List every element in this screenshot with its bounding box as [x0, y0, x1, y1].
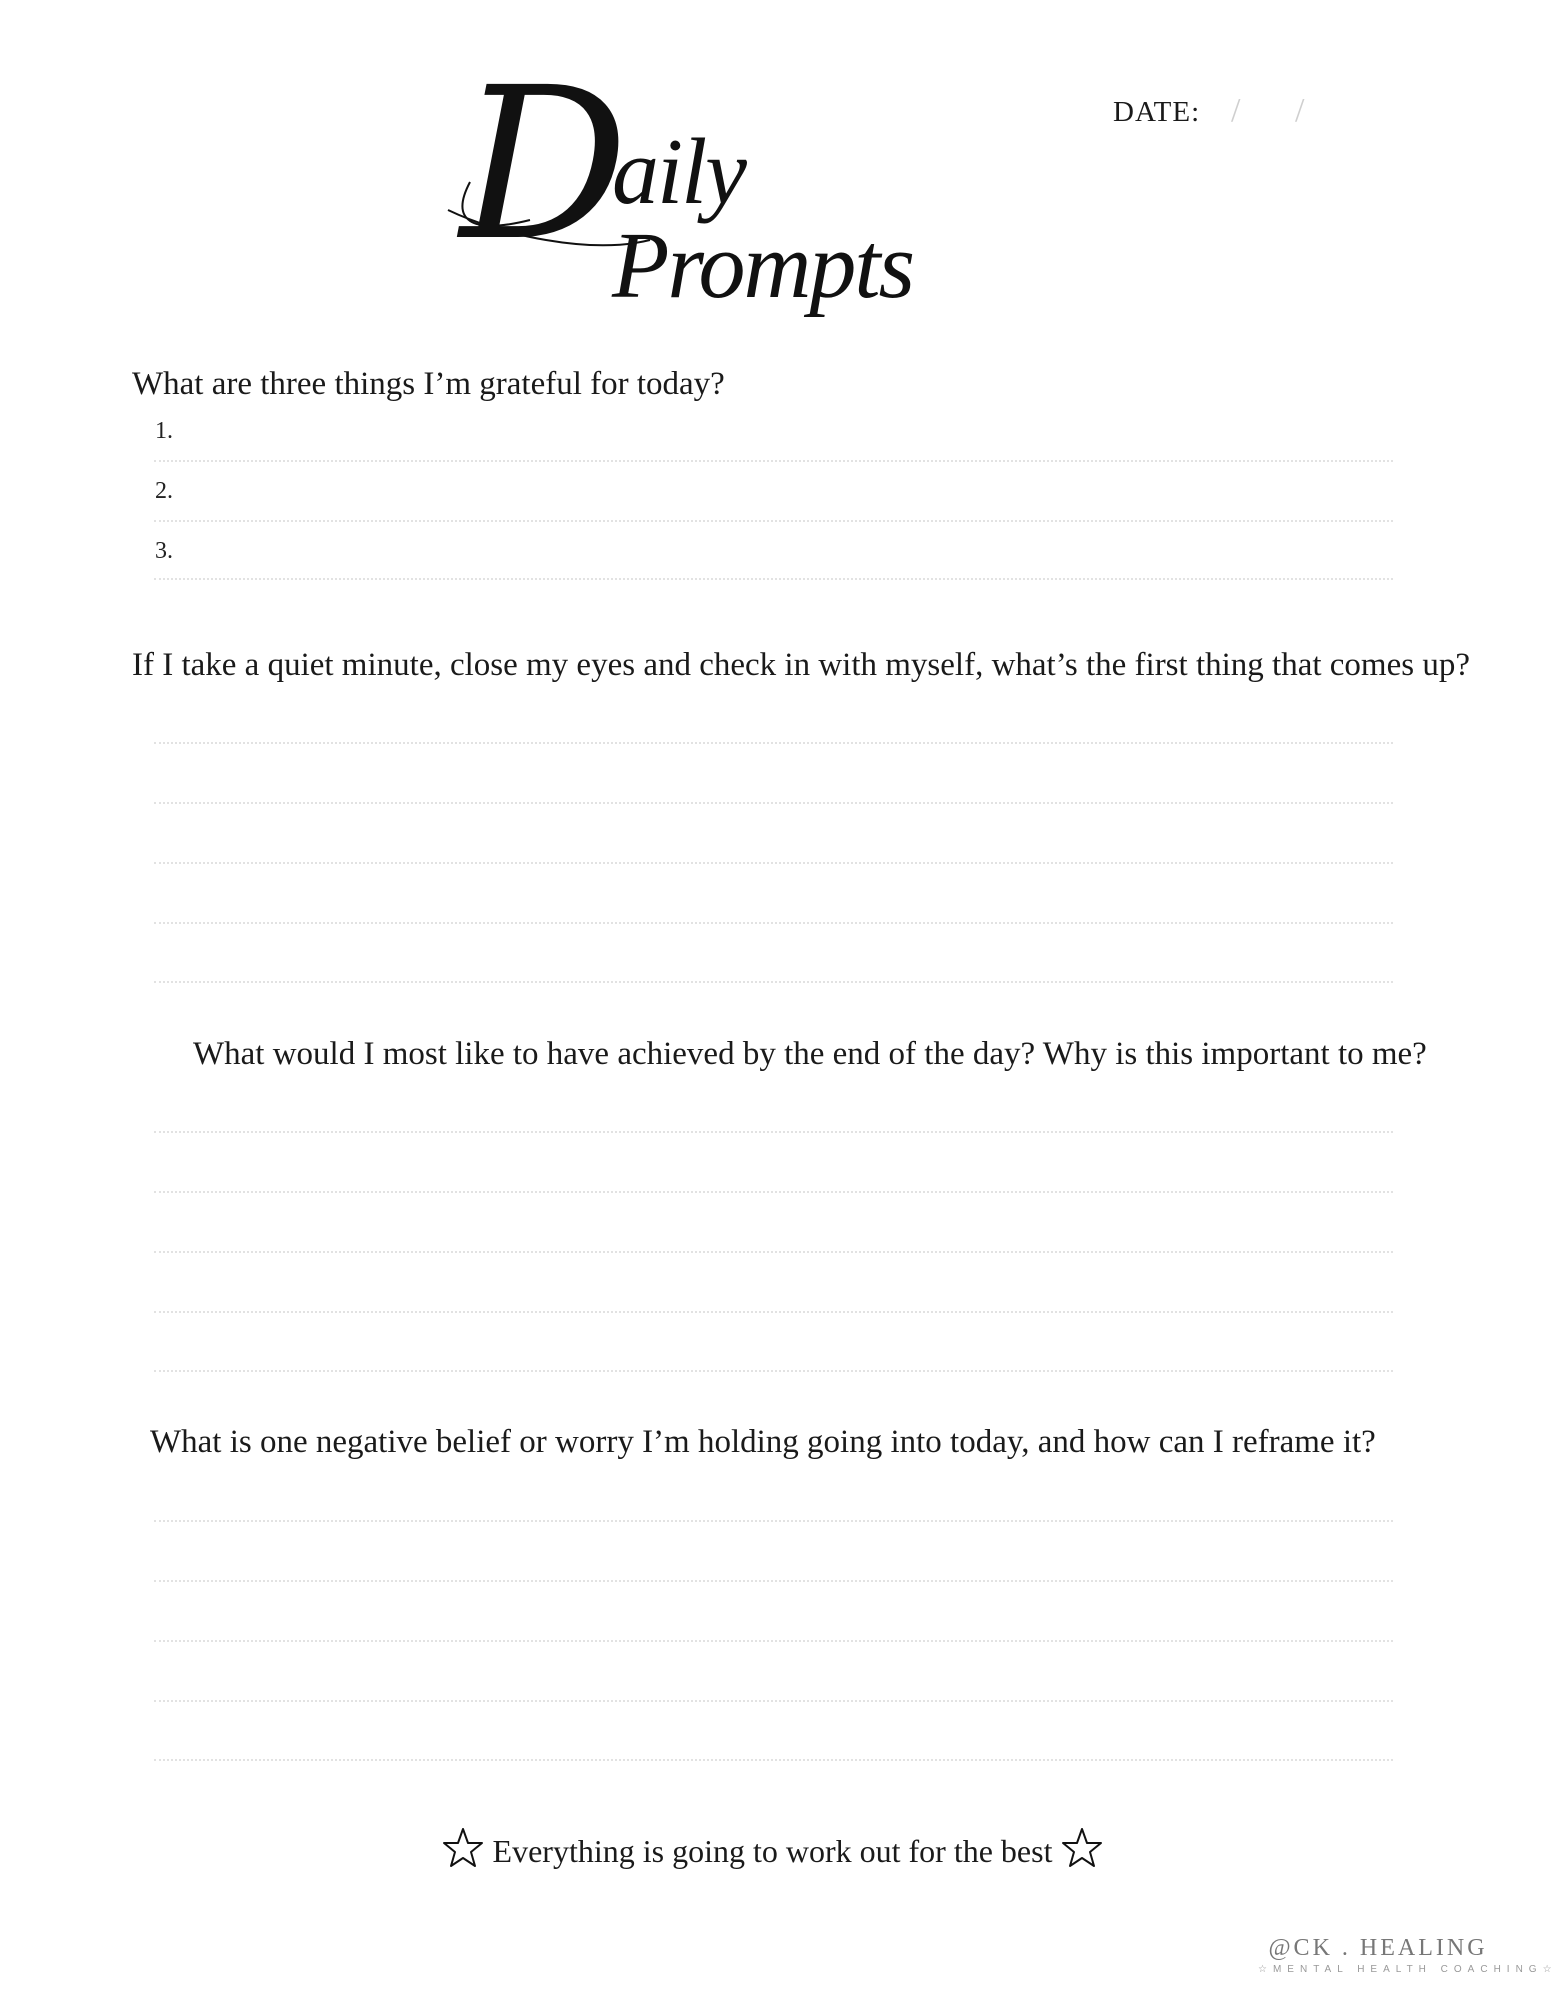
- writing-line[interactable]: [154, 802, 1393, 804]
- star-outline-icon: [441, 1826, 485, 1870]
- star-outline-icon: [1060, 1826, 1104, 1870]
- writing-line[interactable]: [154, 460, 1393, 462]
- question-reframe: What is one negative belief or worry I’m holding going into today, and how can I reframe it?: [150, 1424, 1376, 1460]
- title-text: aily Prompts: [612, 120, 914, 318]
- writing-line[interactable]: [154, 1640, 1393, 1642]
- list-number: 1.: [155, 418, 173, 444]
- writing-line[interactable]: [154, 1311, 1393, 1313]
- date-separator: /: [1295, 92, 1305, 129]
- writing-line[interactable]: [154, 1370, 1393, 1372]
- writing-line[interactable]: [154, 1191, 1393, 1193]
- list-number: 2.: [155, 478, 173, 504]
- writing-line[interactable]: [154, 1759, 1393, 1761]
- brand-tagline: ☆MENTAL HEALTH COACHING☆: [1258, 1964, 1558, 1975]
- writing-line[interactable]: [154, 1520, 1393, 1522]
- writing-line[interactable]: [154, 742, 1393, 744]
- writing-line[interactable]: [154, 1700, 1393, 1702]
- page-title: [440, 42, 1040, 318]
- affirmation: [0, 1826, 1545, 1870]
- brand-name: @CK . HEALING: [1268, 1935, 1488, 1961]
- question-check-in: If I take a quiet minute, close my eyes and check in with myself, what’s the first thing that comes up?: [132, 647, 1470, 683]
- date-label: DATE:: [1113, 96, 1201, 128]
- date-separator: /: [1231, 92, 1241, 129]
- writing-line[interactable]: [154, 862, 1393, 864]
- question-achievement: What would I most like to have achieved by the end of the day? Why is this important to me?: [193, 1036, 1427, 1072]
- writing-line[interactable]: [154, 520, 1393, 522]
- writing-line[interactable]: [154, 1131, 1393, 1133]
- writing-line[interactable]: [154, 922, 1393, 924]
- question-gratitude: What are three things I’m grateful for today?: [132, 366, 725, 402]
- brand-logo: [1258, 1935, 1558, 1975]
- list-number: 3.: [155, 538, 173, 564]
- affirmation-text: Everything is going to work out for the best: [492, 1833, 1053, 1869]
- writing-line[interactable]: [154, 1580, 1393, 1582]
- title-initial: D: [460, 42, 629, 287]
- writing-line[interactable]: [154, 981, 1393, 983]
- writing-line[interactable]: [154, 578, 1393, 580]
- writing-line[interactable]: [154, 1251, 1393, 1253]
